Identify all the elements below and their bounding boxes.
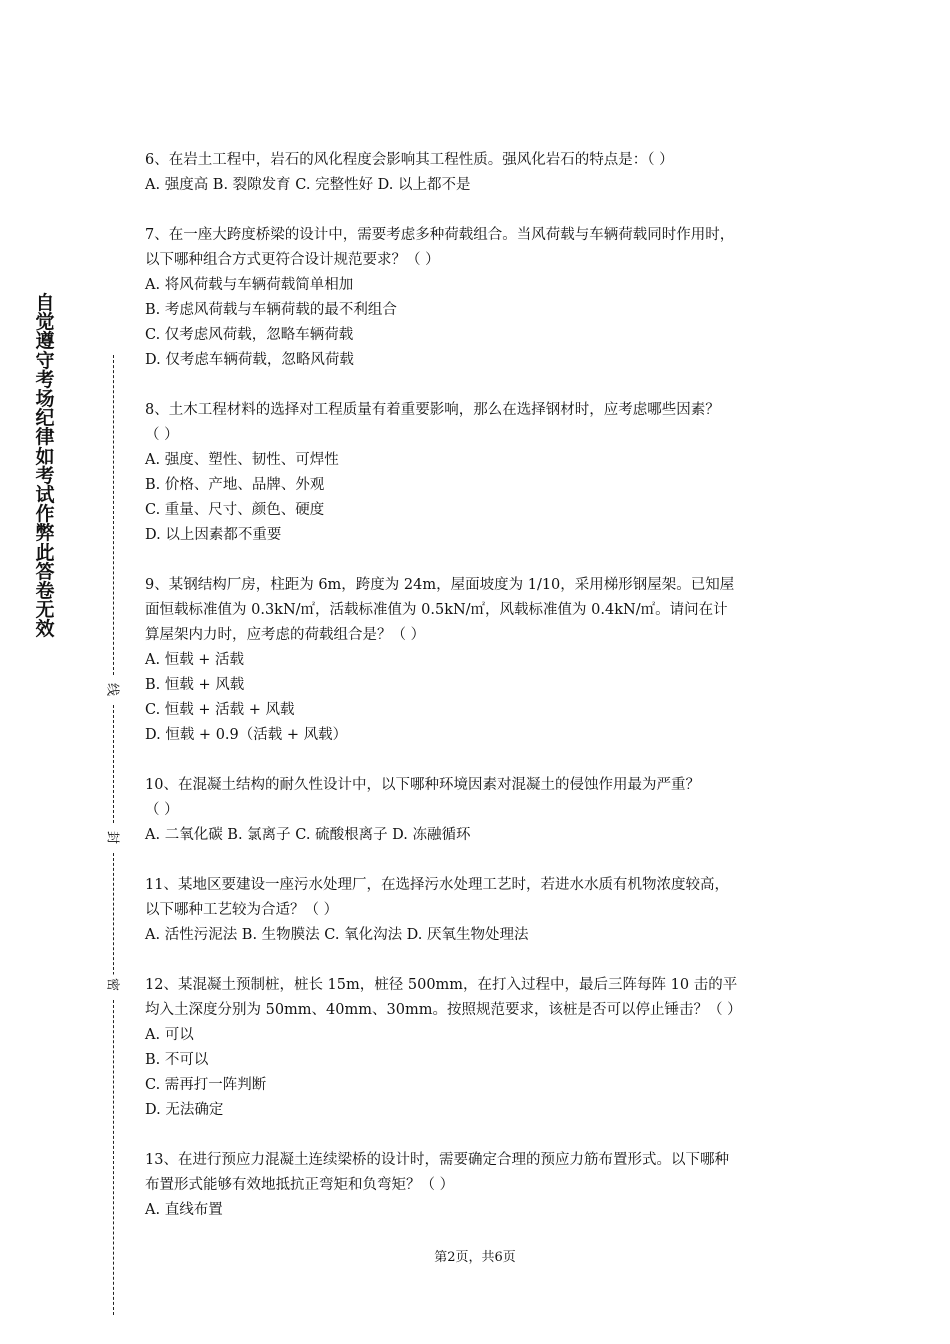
seal-dashed-line: [113, 705, 114, 823]
answer-option: D. 仅考虑车辆荷载，忽略风荷载: [145, 352, 354, 368]
answer-option: B. 考虑风荷载与车辆荷载的最不利组合: [145, 302, 397, 318]
seal-label-seal: 封: [105, 828, 124, 848]
answer-option: A. 恒载 + 活载: [145, 652, 245, 668]
page-number: 第2页，共6页: [434, 1250, 516, 1265]
question-text: （ ）: [145, 427, 179, 443]
question-item: [145, 773, 825, 848]
question-item: [145, 1148, 825, 1223]
question-item: [145, 223, 825, 373]
answer-option: D. 以上因素都不重要: [145, 527, 282, 543]
answer-option: B. 不可以: [145, 1052, 209, 1068]
question-text: 算屋架内力时，应考虑的荷载组合是？（ ）: [145, 627, 426, 643]
answer-option: D. 恒载 + 0.9（活载 + 风载）: [145, 727, 348, 743]
question-text: 布置形式能够有效地抵抗正弯矩和负弯矩？（ ）: [145, 1177, 455, 1193]
answer-option: A. 活性污泥法 B. 生物膜法 C. 氧化沟法 D. 厌氧生物处理法: [145, 927, 529, 943]
answer-option: C. 恒载 + 活载 + 风载: [145, 702, 295, 718]
question-text: 6、在岩土工程中，岩石的风化程度会影响其工程性质。强风化岩石的特点是：（ ）: [145, 152, 674, 168]
answer-option: A. 二氧化碳 B. 氯离子 C. 硫酸根离子 D. 冻融循环: [145, 827, 471, 843]
answer-option: C. 仅考虑风荷载，忽略车辆荷载: [145, 327, 354, 343]
question-text: 均入土深度分别为 50mm、40mm、30mm。按照规范要求，该桩是否可以停止锤击？（ ）: [145, 1002, 742, 1018]
question-item: [145, 148, 825, 198]
answer-option: B. 恒载 + 风载: [145, 677, 245, 693]
question-list: [145, 148, 825, 1248]
answer-option: A. 可以: [145, 1027, 194, 1043]
question-item: [145, 398, 825, 548]
seal-dashed-line: [113, 355, 114, 675]
answer-option: D. 无法确定: [145, 1102, 224, 1118]
question-text: 8、土木工程材料的选择对工程质量有着重要影响，那么在选择钢材时，应考虑哪些因素？: [145, 402, 720, 418]
question-item: [145, 973, 825, 1123]
seal-label-line: 线: [105, 680, 124, 700]
seal-label-secret: 密: [105, 975, 124, 995]
exam-discipline-notice: 自觉遵守考场纪律如考试作弊此答卷无效: [35, 292, 55, 641]
question-text: 13、在进行预应力混凝土连续梁桥的设计时，需要确定合理的预应力筋布置形式。以下哪种: [145, 1152, 729, 1168]
seal-dashed-line: [113, 1000, 114, 1315]
question-item: [145, 873, 825, 948]
question-text: 以下哪种工艺较为合适？（ ）: [145, 902, 339, 918]
question-text: 12、某混凝土预制桩，桩长 15m，桩径 500mm，在打入过程中，最后三阵每阵 10 击的平: [145, 977, 738, 993]
answer-option: A. 将风荷载与车辆荷载简单相加: [145, 277, 354, 293]
answer-option: A. 强度、塑性、韧性、可焊性: [145, 452, 339, 468]
answer-option: A. 强度高 B. 裂隙发育 C. 完整性好 D. 以上都不是: [145, 177, 471, 193]
question-text: 9、某钢结构厂房，柱距为 6m，跨度为 24m，屋面坡度为 1/10，采用梯形钢屋架。已知屋: [145, 577, 735, 593]
seal-dashed-line: [113, 853, 114, 975]
question-text: 7、在一座大跨度桥梁的设计中，需要考虑多种荷载组合。当风荷载与车辆荷载同时作用时，: [145, 227, 735, 243]
question-item: [145, 573, 825, 748]
question-text: （ ）: [145, 802, 179, 818]
answer-option: B. 价格、产地、品牌、外观: [145, 477, 325, 493]
question-text: 11、某地区要建设一座污水处理厂，在选择污水处理工艺时，若进水水质有机物浓度较高，: [145, 877, 729, 893]
answer-option: A. 直线布置: [145, 1202, 223, 1218]
question-text: 以下哪种组合方式更符合设计规范要求？（ ）: [145, 252, 440, 268]
answer-option: C. 需再打一阵判断: [145, 1077, 267, 1093]
answer-option: C. 重量、尺寸、颜色、硬度: [145, 502, 325, 518]
question-text: 面恒载标准值为 0.3kN/㎡，活载标准值为 0.5kN/㎡，风载标准值为 0.4kN/㎡。请问在计: [145, 602, 728, 618]
question-text: 10、在混凝土结构的耐久性设计中，以下哪种环境因素对混凝土的侵蚀作用最为严重？: [145, 777, 700, 793]
